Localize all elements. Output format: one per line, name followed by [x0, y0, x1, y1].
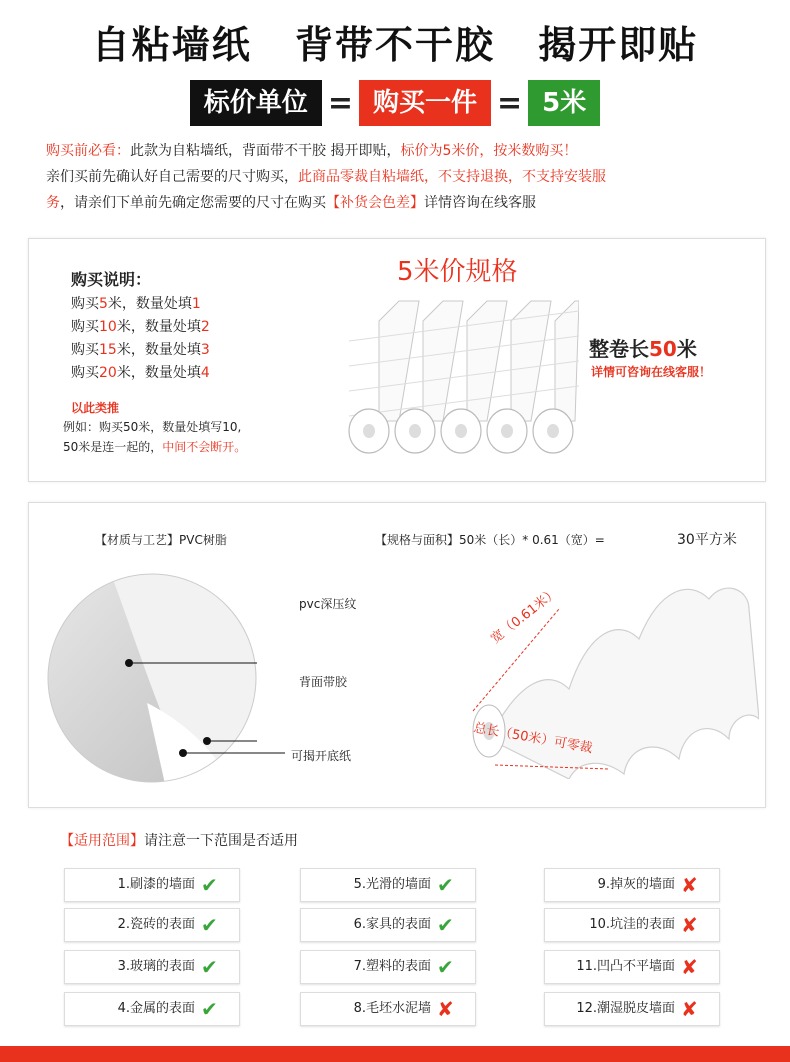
notice-line-1	[46, 138, 766, 164]
scope-title: 【适用范围】请注意一下范围是否适用	[60, 833, 298, 849]
notice-text: 亲们买前先确认好自己需要的尺寸购买，	[46, 169, 298, 185]
cross-icon: ✘	[681, 912, 698, 937]
cross-icon: ✘	[681, 872, 698, 897]
scope-item	[544, 908, 720, 942]
scope-item-label: 5.光滑的墙面	[353, 877, 431, 892]
title-part-2: 背带不干胶	[294, 23, 495, 67]
check-icon: ✔	[201, 996, 218, 1021]
title-part-1: 自粘墙纸	[91, 23, 252, 67]
spec-title: 5米价规格	[397, 257, 518, 287]
notice-text: 【补货会色差】	[326, 195, 424, 211]
notice-text: 详情咨询在线客服	[424, 195, 536, 211]
scope-item	[544, 868, 720, 902]
purchase-line: 购买20米，数量处填4	[71, 365, 210, 381]
buy-one-badge: 购买一件	[359, 80, 491, 126]
scope-item-label: 6.家具的表面	[353, 917, 431, 932]
consult-note: 详情可咨询在线客服！	[591, 365, 712, 379]
example-note	[63, 417, 246, 457]
area-value: 30平方米	[677, 532, 737, 548]
scope-item-label: 10.坑洼的表面	[589, 917, 675, 932]
scope-item	[64, 992, 240, 1026]
notice-text: 此商品零裁自粘墙纸，不支持退换，不支持安装服	[298, 169, 606, 185]
example-line: 例如：购买50米，数量处填写10,	[63, 420, 242, 434]
notice-text: 此款为自粘墙纸，背面带不干胶 揭开即贴，	[130, 143, 401, 159]
check-icon: ✔	[437, 912, 454, 937]
purchase-line: 购买15米，数量处填3	[71, 342, 210, 358]
check-icon: ✔	[201, 872, 218, 897]
scope-item-label: 8.毛坯水泥墙	[353, 1001, 431, 1016]
material-panel	[28, 502, 766, 808]
scope-item	[544, 950, 720, 984]
purchase-info-panel	[28, 238, 766, 482]
scope-item-label: 9.掉灰的墙面	[597, 877, 675, 892]
purchase-notice	[46, 138, 766, 216]
length-badge: 5米	[528, 80, 600, 126]
scope-item-label: 3.玻璃的表面	[117, 959, 195, 974]
purchase-line: 购买10米，数量处填2	[71, 319, 210, 335]
equals-sign: =	[327, 85, 353, 121]
check-icon: ✔	[201, 912, 218, 937]
wallpaper-unroll-image	[459, 569, 759, 779]
scope-item	[64, 868, 240, 902]
price-unit-badge: 标价单位	[190, 80, 322, 126]
scope-item	[300, 908, 476, 942]
callout-line	[179, 743, 289, 763]
purchase-line: 购买5米，数量处填1	[71, 296, 201, 312]
scope-item	[544, 992, 720, 1026]
callout-backing: 可揭开底纸	[291, 749, 352, 763]
bottom-bar	[0, 1046, 790, 1062]
cross-icon: ✘	[681, 996, 698, 1021]
analogy-note: 以此类推	[71, 401, 120, 415]
notice-line-3	[46, 190, 766, 216]
cross-icon: ✘	[437, 996, 454, 1021]
notice-line-2	[46, 164, 766, 190]
scope-item-label: 11.凹凸不平墙面	[576, 959, 675, 974]
scope-item	[300, 950, 476, 984]
scope-item	[300, 868, 476, 902]
wallpaper-rolls-image	[339, 281, 579, 461]
page-title	[0, 14, 790, 69]
scope-item-label: 2.瓷砖的表面	[117, 917, 195, 932]
check-icon: ✔	[201, 954, 218, 979]
callout-texture: pvc深压纹	[299, 597, 357, 611]
purchase-title: 购买说明：	[71, 270, 152, 289]
scope-item	[64, 950, 240, 984]
scope-item-label: 12.潮湿脱皮墙面	[576, 1001, 675, 1016]
example-line: 50米是连一起的，中间不会断开。	[63, 440, 247, 454]
notice-text: 购买前必看：	[46, 143, 130, 159]
notice-text: 标价为5米价，按米数购买！	[400, 143, 578, 159]
price-equation	[0, 80, 790, 126]
cross-icon: ✘	[681, 954, 698, 979]
callout-adhesive: 背面带胶	[299, 675, 348, 689]
material-label: 【材质与工艺】PVC树脂	[95, 533, 227, 547]
scope-item-label: 4.金属的表面	[117, 1001, 195, 1016]
roll-length: 整卷长50米	[589, 337, 697, 361]
check-icon: ✔	[437, 954, 454, 979]
title-part-3: 揭开即贴	[538, 23, 699, 67]
equals-sign: =	[496, 85, 523, 121]
length-note: 总长（50米）可零裁	[472, 720, 594, 757]
notice-text: ，请亲们下单前先确定您需要的尺寸在购买	[60, 195, 326, 211]
scope-item	[300, 992, 476, 1026]
purchase-list	[71, 293, 210, 385]
check-icon: ✔	[437, 872, 454, 897]
size-label: 【规格与面积】50米（长）* 0.61（宽）=	[375, 533, 605, 547]
scope-item-label: 1.刷漆的墙面	[117, 877, 195, 892]
scope-item	[64, 908, 240, 942]
scope-item-label: 7.塑料的表面	[353, 959, 431, 974]
notice-text: 务	[46, 195, 60, 211]
width-note: 宽（0.61米）	[488, 585, 562, 647]
